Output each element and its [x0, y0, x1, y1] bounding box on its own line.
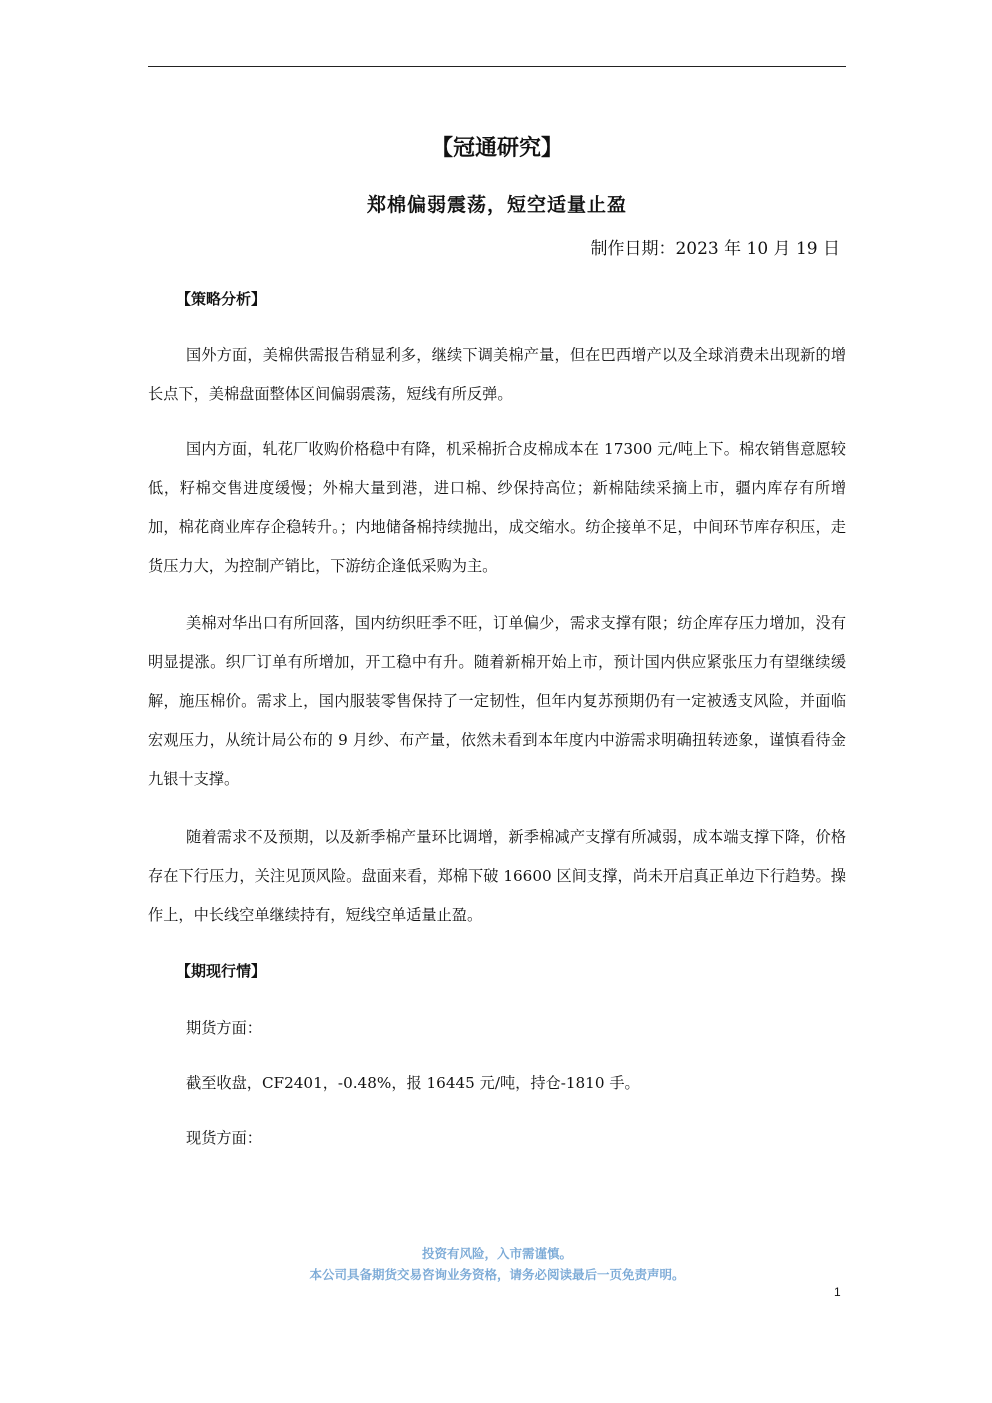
- strategy-paragraph: 美棉对华出口有所回落，国内纺织旺季不旺，订单偏少，需求支撑有限；纺企库存压力增加，没有明显提涨。织厂订单有所增加，开工稳中有升。随着新棉开始上市，预计国内供应紧张压力有望继续缓解，施压棉价。需求上，国内服装零售保持了一定韧性，但年内复苏预期仍有一定被透支风险，并面临宏观压力，从统计局公布的 9 月纱、布产量，依然未看到本年度内中游需求明确扭转迹象，谨慎看待金九银十支撑。: [148, 614, 846, 788]
- strategy-paragraph: 国外方面，美棉供需报告稍显利多，继续下调美棉产量，但在巴西增产以及全球消费未出现新的增长点下，美棉盘面整体区间偏弱震荡，短线有所反弹。: [148, 346, 846, 403]
- futures-label: 期货方面：: [186, 1019, 262, 1037]
- strategy-paragraph: 国内方面，轧花厂收购价格稳中有降，机采棉折合皮棉成本在 17300 元/吨上下。棉农销售意愿较低，籽棉交售进度缓慢；外棉大量到港，进口棉、纱保持高位；新棉陆续采摘上市，疆内库存有所增加，棉花商业库存企稳转升。；内地储备棉持续抛出，成交缩水。纺企接单不足，中间环节库存积压，走货压力大，为控制产销比，下游纺企逢低采购为主。: [148, 440, 846, 575]
- disclaimer-note: 本公司具备期货交易咨询业务资格，请务必阅读最后一页免责声明。: [309, 1267, 685, 1282]
- report-brand: 【冠通研究】: [430, 136, 563, 161]
- report-title: 郑棉偏弱震荡，短空适量止盈: [366, 194, 627, 216]
- section-heading-strategy: 【策略分析】: [176, 290, 267, 308]
- page-number: 1: [834, 1285, 841, 1299]
- header-rule: [148, 66, 846, 67]
- section-heading-market: 【期现行情】: [176, 962, 267, 980]
- futures-close-summary: 截至收盘，CF2401，-0.48%，报 16445 元/吨，持仓-1810 手。: [186, 1074, 640, 1092]
- report-date: 制作日期：2023 年 10 月 19 日: [590, 239, 840, 259]
- spot-label: 现货方面：: [186, 1129, 262, 1147]
- strategy-paragraph: 随着需求不及预期，以及新季棉产量环比调增，新季棉减产支撑有所减弱，成本端支撑下降，价格存在下行压力，关注见顶风险。盘面来看，郑棉下破 16600 区间支撑，尚未开启真正单边下行趋势。操作上，中长线空单继续持有，短线空单适量止盈。: [148, 828, 846, 924]
- risk-warning: 投资有风险，入市需谨慎。: [421, 1246, 572, 1261]
